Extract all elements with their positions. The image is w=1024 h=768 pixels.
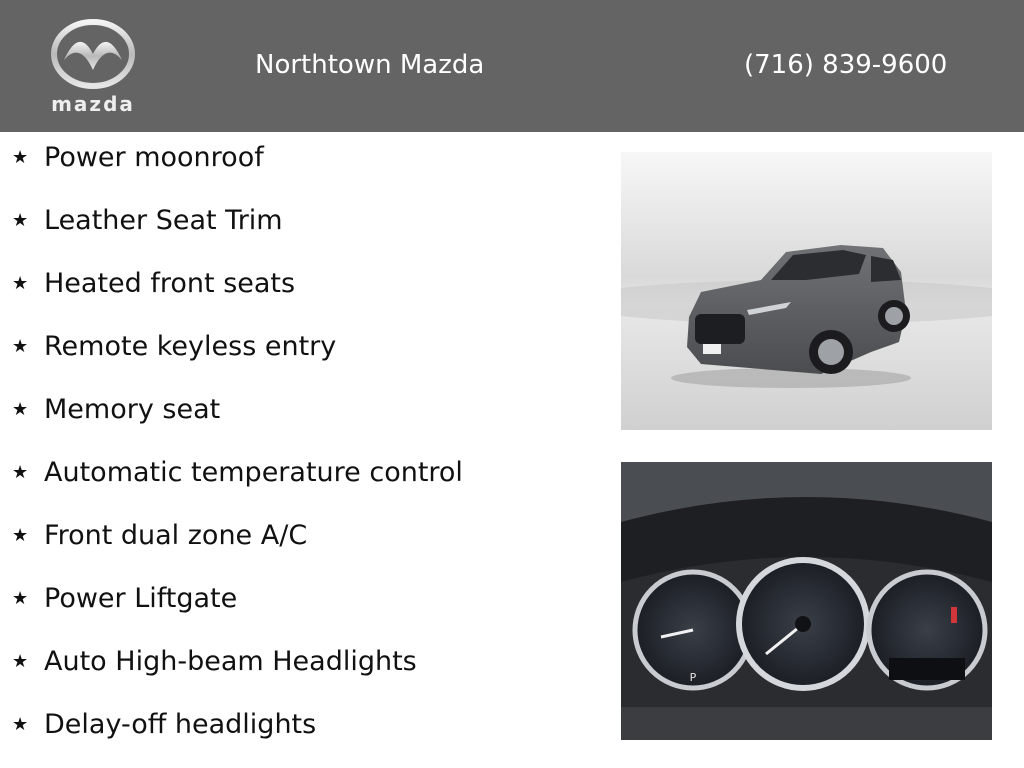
list-item <box>12 144 602 207</box>
feature-label: Delay-off headlights <box>44 709 317 740</box>
list-item <box>12 207 602 270</box>
star-icon: ★ <box>12 525 29 546</box>
feature-label: Power Liftgate <box>44 583 238 614</box>
gear-indicator: P <box>689 671 697 684</box>
star-icon: ★ <box>12 588 29 609</box>
star-icon: ★ <box>12 651 29 672</box>
list-item <box>12 711 602 768</box>
vehicle-exterior-photo[interactable] <box>621 152 992 430</box>
list-item <box>12 396 602 459</box>
mazda-logo[interactable] <box>40 18 146 116</box>
list-item <box>12 270 602 333</box>
dealer-header <box>0 0 1024 132</box>
feature-label: Remote keyless entry <box>44 331 337 362</box>
star-icon: ★ <box>12 273 29 294</box>
dealer-phone[interactable]: (716) 839-9600 <box>744 50 948 80</box>
feature-label: Memory seat <box>44 394 221 425</box>
list-item <box>12 459 602 522</box>
mazda-wordmark: mazda <box>51 92 135 116</box>
star-icon: ★ <box>12 336 29 357</box>
feature-label: Heated front seats <box>44 268 296 299</box>
list-item <box>12 333 602 396</box>
dealer-name[interactable]: Northtown Mazda <box>255 50 485 80</box>
mazda-emblem-icon <box>50 18 136 90</box>
star-icon: ★ <box>12 210 29 231</box>
star-icon: ★ <box>12 714 29 735</box>
feature-label: Leather Seat Trim <box>44 205 283 236</box>
star-icon: ★ <box>12 147 29 168</box>
list-item <box>12 522 602 585</box>
instrument-cluster-photo[interactable] <box>621 462 992 740</box>
list-item <box>12 585 602 648</box>
star-icon: ★ <box>12 462 29 483</box>
feature-list <box>12 144 602 768</box>
feature-label: Automatic temperature control <box>44 457 463 488</box>
star-icon: ★ <box>12 399 29 420</box>
feature-label: Front dual zone A/C <box>44 520 308 551</box>
feature-label: Auto High-beam Headlights <box>44 646 417 677</box>
list-item <box>12 648 602 711</box>
feature-label: Power moonroof <box>44 142 264 173</box>
